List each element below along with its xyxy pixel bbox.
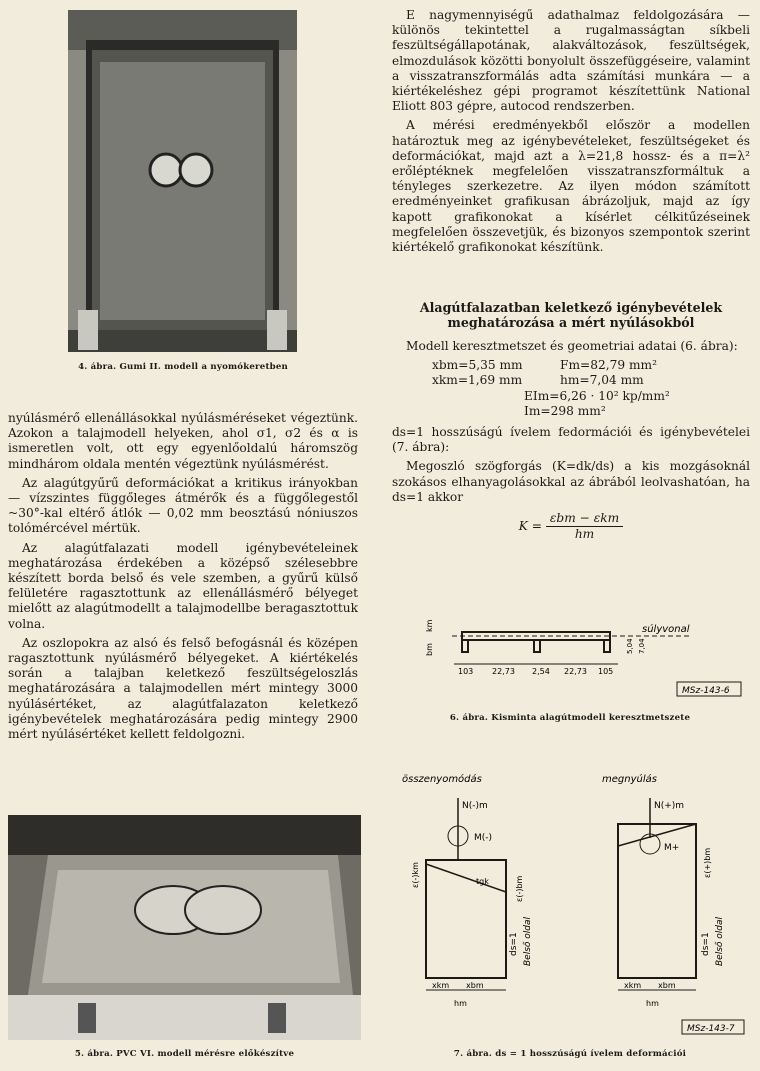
fig7-m-left: M(-) bbox=[474, 833, 493, 843]
figure-5-caption: 5. ábra. PVC VI. modell mérésre előkészítve bbox=[74, 1049, 295, 1059]
fig7-belso-right: Belső oldal bbox=[715, 916, 725, 966]
fig6-right-dim-2: 7,04 bbox=[638, 638, 646, 654]
formula-xkm: xkm=1,69 mm bbox=[432, 373, 523, 388]
fig7-xbm-right: xbm bbox=[658, 981, 676, 990]
fig7-e-km: ε(-)km bbox=[411, 862, 420, 888]
right-para-1: E nagymennyiségű adathalmaz feldolgozására — különös tekintettel a rugalmasságtan síkbeli feszültségállapotának, alakváltozások, feszültségek, elmozdulások közötti bonyolult összefüggéseire, valamint a visszatranszformálás adta számítási munkára — a kiértékeléshez gépi programot készítettünk National Eliott 803 gépre, autocod rendszerben. bbox=[392, 8, 750, 114]
fig6-dim-5: 105 bbox=[598, 667, 614, 676]
k-formula bbox=[392, 511, 750, 542]
left-para-4: Az oszlopokra az alsó és felső befogásnál és középen ragasztottunk nyúlásmérő bélyegeket. A kiértékelés során a talajban keletkező feszültségeloszlás meghatározására a talajmodellen mért mintegy 3000 nyúlásértéket, az alagútfalazaton keletkező igénybevételek meghatározására pedig mintegy 2900 mért nyúlásértéket kellett feldolgozni. bbox=[8, 635, 358, 742]
formula-hm: hm=7,04 mm bbox=[560, 373, 644, 388]
figure-5-photo bbox=[8, 815, 361, 1040]
k-formula-denominator: hm bbox=[574, 527, 595, 542]
section-heading: Alagútfalazatban keletkező igénybevételek meghatározása a mért nyúlásokból bbox=[419, 300, 723, 330]
fig7-n-right: N(+)m bbox=[654, 801, 685, 811]
fig7-xkm-right: xkm bbox=[624, 981, 642, 990]
formula-im: Im=298 mm² bbox=[524, 403, 606, 418]
fig7-e-bm-right: ε(+)bm bbox=[703, 847, 712, 878]
fig7-tag: MSz-143-7 bbox=[687, 1024, 735, 1034]
fig7-xbm-left: xbm bbox=[466, 981, 484, 990]
fig7-left-title: összenyomódás bbox=[402, 774, 482, 785]
k-formula-numerator: εbm − εkm bbox=[546, 511, 623, 527]
fig6-tag: MSz-143-6 bbox=[682, 686, 730, 696]
k-para: Megoszló szögforgás (K=dk/ds) a kis mozgásoknál szokásos elhanyagolásokkal az ábrából leolvashatóan, ha ds=1 akkor bbox=[392, 459, 750, 504]
figure-5-illustration bbox=[8, 815, 361, 1040]
model-intro: Modell keresztmetszet és geometriai adatai (6. ábra): bbox=[406, 339, 738, 353]
formula-eim: EIm=6,26 · 10² kp/mm² bbox=[524, 388, 670, 403]
fig6-right-dim: 5,04 bbox=[626, 638, 634, 654]
figure-4-illustration bbox=[68, 10, 297, 352]
figure-7-drawing bbox=[392, 768, 750, 1044]
left-para-1: nyúlásmérő ellenállásokkal nyúlásméréseket végeztünk. Azokon a talajmodell helyeken, ahol σ1, σ2 és α is ismeretlen volt, ott egy egyenlőoldalú háromszög mindhárom oldala mentén végeztünk nyúlásmérést. bbox=[8, 411, 358, 471]
left-para-3: Az alagútfalazati modell igénybevételeinek meghatározása érdekében a középső szélesebbre készített borda belső és vele szemben, a gyűrű külső felületére ragasztottunk az ellenállásmérő bélyeget mielőtt az alagútmodellt a talajmodellbe beragasztottuk volna. bbox=[8, 540, 358, 631]
fig6-dim-3: 2,54 bbox=[532, 667, 550, 676]
model-data-block bbox=[392, 339, 750, 548]
fig7-belso-left: Belső oldal bbox=[523, 916, 533, 966]
fig7-right-title: megnyúlás bbox=[602, 774, 657, 785]
left-column-text bbox=[8, 411, 358, 746]
fig6-dim-4: 22,73 bbox=[564, 667, 587, 676]
fig6-dim-1: 103 bbox=[458, 667, 474, 676]
figure-6-caption: 6. ábra. Kisminta alagútmodell keresztmetszete bbox=[449, 713, 691, 723]
fig7-xkm-left: xkm bbox=[432, 981, 450, 990]
fig7-m-right: M+ bbox=[664, 843, 680, 853]
fig6-sulyvonal-label: súlyvonal bbox=[642, 624, 690, 635]
right-para-2: A mérési eredményekből először a modellen határoztuk meg az igénybevételeket, feszültségeket és deformációkat, majd azt a λ=21,8 hossz- és a π=λ² erőléptéknek megfelelően visszatranszformáltuk a tényleges szerkezetre. Az ilyen módon számított eredményeinket grafikusan ábrázoljuk, majd az így kapott grafikonokat a kísérlet célkitűzéseinek megfelelően összevetjük, és bizonyos szempontok szerint kiértékelő grafikonokat készítünk. bbox=[392, 118, 750, 255]
formula-grid bbox=[432, 358, 750, 419]
fig7-e-bm: ε(-)bm bbox=[515, 875, 524, 902]
right-column-text bbox=[392, 8, 750, 259]
formula-xbm: xbm=5,35 mm bbox=[432, 358, 523, 373]
fig7-ds-right: ds=1 bbox=[701, 932, 711, 956]
fig6-km-label: km bbox=[425, 619, 434, 632]
formula-fm: Fm=82,79 mm² bbox=[560, 358, 657, 373]
fig7-ds-left: ds=1 bbox=[509, 932, 519, 956]
fig7-n-left: N(-)m bbox=[462, 801, 488, 811]
k-formula-lhs: K = bbox=[518, 519, 542, 534]
fig7-hm-right: hm bbox=[646, 999, 659, 1008]
fig6-bm-label: bm bbox=[425, 643, 434, 656]
figure-4-photo bbox=[68, 10, 297, 352]
left-para-2: Az alagútgyűrű deformációkat a kritikus irányokban — vízszintes függőleges átmérők és a függőlegestől ~30°-kal eltérő átlók — 0,02 mm beosztású nóniuszos tolómércével mértük. bbox=[8, 475, 358, 536]
fig6-dim-2: 22,73 bbox=[492, 667, 515, 676]
figure-7-caption: 7. ábra. ds = 1 hosszúságú ívelem deformációi bbox=[453, 1049, 687, 1059]
figure-4-caption: 4. ábra. Gumi II. modell a nyomókeretben bbox=[78, 362, 288, 372]
ds-para: ds=1 hosszúságú ívelem fedormációi és igénybevételei (7. ábra): bbox=[392, 424, 750, 455]
fig7-tgk: tgk bbox=[476, 877, 489, 886]
figure-6-drawing bbox=[392, 610, 750, 710]
fig7-hm-left: hm bbox=[454, 999, 467, 1008]
